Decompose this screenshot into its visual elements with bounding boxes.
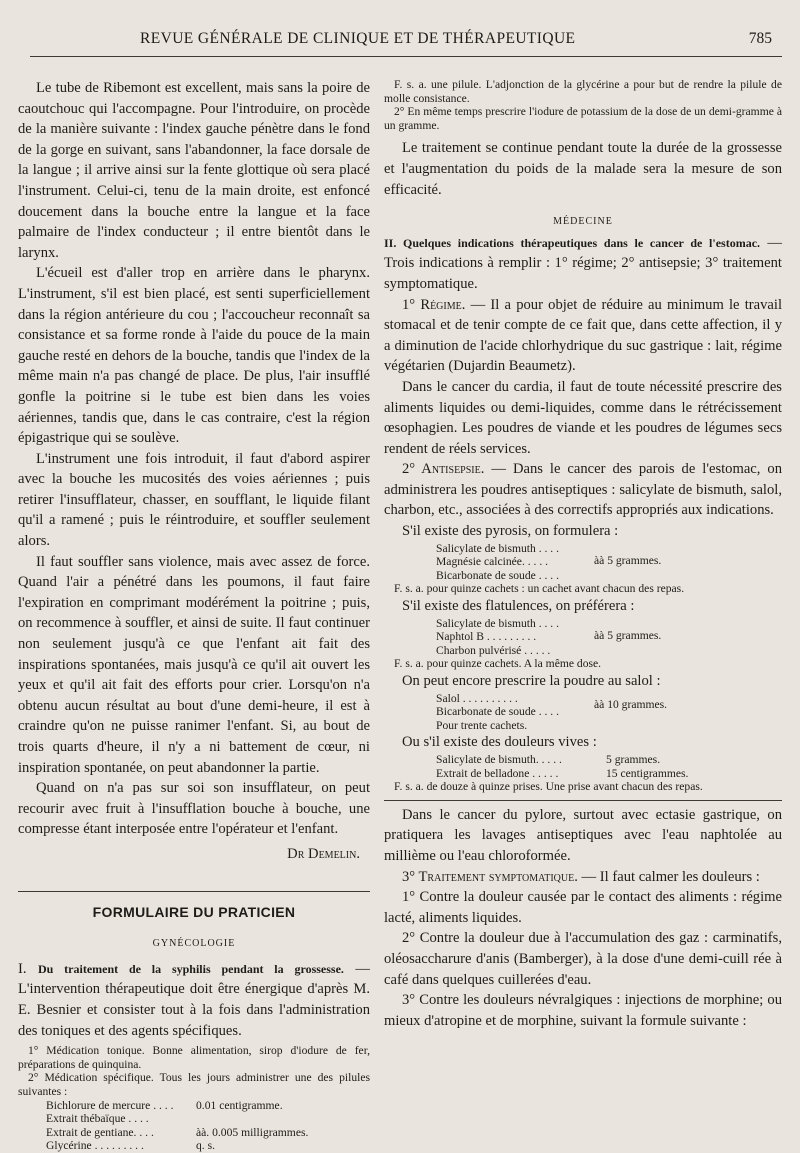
prescription-list (18, 1099, 370, 1153)
note: 1° Médication tonique. Bonne alimentation, sirop d'iodure de fer, préparations de quinquina. (18, 1044, 370, 1071)
note: F. s. a. pour quinze cachets : un cachet avant chacun des repas. (394, 582, 685, 596)
prescription: Salicylate de bismuth . . . . Naphtol B . . . . . . . . . Charbon pulvérisé . . . . . àà 5 grammes. (436, 616, 662, 657)
note: 2° En même temps prescrire l'iodure de potassium de la dose de un demi-gramme à un gramme. (384, 105, 782, 132)
left-column (18, 78, 370, 1153)
prescription: Salicylate de bismuth . . . . Magnésie calcinée. . . . . Bicarbonate de soude . . . . àà 5 grammes. (436, 541, 662, 582)
paragraph: Dans le cancer du pylore, surtout avec ectasie gastrique, on pratiquera les lavages antiseptiques avec l'eau naphtolée au millième ou l'eau chloroformée. (384, 806, 782, 864)
note: F. s. a. une pilule. L'adjonction de la glycérine a pour but de rendre la pilule de molle consistance. (384, 78, 782, 105)
paragraph: Ou s'il existe des douleurs vives : (402, 734, 597, 751)
page-number: 785 (748, 30, 772, 47)
paragraph: Il faut souffler sans violence, mais avec assez de force. Quand l'air a pénétré dans les poumons, il faut faire l'expiration en comprimant modérément la poitrine ; puis, on recommence à souffler, et ainsi de suite. Il faut continuer non seulement jusqu'à ce que l'enfant ait fait des inspirations spontanées, mais jusqu'à ce qu'il ait ouvert les yeux et qu'il ait fait des efforts pour crier. Lorsqu'on n'a obtenu aucun résultat au bout d'une demi-heure, il est à craindre qu'on ne puisse ranimer l'enfant. Si, au bout de trois quarts d'heure, il n'y a ni battement de cœur, ni inspiration spontanée, on peut abandonner la partie. (18, 553, 370, 776)
paragraph: S'il existe des pyrosis, on formulera : (402, 523, 619, 540)
paragraph: Le traitement se continue pendant toute la durée de la grossesse et l'augmentation du poids de la malade sera la mesure de son efficacité. (384, 140, 782, 198)
list-item: Glycérine . . . . . . . . . q. s. (46, 1139, 216, 1153)
paragraph: 2° Antisepsie. — Dans le cancer des parois de l'estomac, on administrera les poudres antiseptiques : salicylate de bismuth, salol, charbon, etc., associées à des correctifs appropriés aux indications. (384, 461, 782, 519)
prescription-list (384, 753, 782, 780)
paragraph: Quand on n'a pas sur soi son insufflateur, on peut recourir avec fruit à l'insufflation bouche à bouche, une compresse étant interposée entre l'opérateur et l'enfant. (18, 780, 370, 838)
paragraph: 1° Régime. — Il a pour objet de réduire au minimum le travail stomacal et de tenir compte de ce fait que, dans cette affection, il y a diminution de l'acide chlorhydrique du suc gastrique : lait, régime végétarien (Dujardin Beaumetz). (384, 296, 783, 375)
subsection-label: MÉDECINE (553, 216, 613, 228)
paragraph: L'écueil est d'aller trop en arrière dans le pharynx. L'instrument, s'il est bien placé, est senti superficiellement dans la région antérieure du cou ; l'accoucheur reconnaît sa consistance et sa forme ronde à l'aide du pouce de la main gauche resté en dehors de la bouche, tandis que l'index de la même main n'a pas changé de place. De plus, l'air insufflé gonfle la poitrine si le tube est bien dans les voies aériennes, tandis que, dans le cas contraire, c'est la région épigastrique qui se soulève. (18, 265, 370, 447)
section-heading: I. Du traitement de la syphilis pendant la grossesse. — L'intervention thérapeutique doit être énergique d'après M. E. Besnier et consister tout à la fois dans l'administration des toniques et des agents spécifiques. (18, 960, 370, 1039)
list-item: Extrait de gentiane. . . . àà. 0.005 milligrammes. (46, 1125, 309, 1139)
section-title: FORMULAIRE DU PRATICIEN (18, 891, 370, 923)
signature: Dr Demelin. (287, 845, 360, 862)
paragraph: Dans le cancer du cardia, il faut de toute nécessité prescrire des aliments liquides ou demi-liquides, comme dans le rétrécissement œsophagien. Les poudres de viande et les poudres de légumes secs rendent de réels services. (384, 378, 782, 457)
subsection-label: GYNÉCOLOGIE (152, 938, 236, 950)
paragraph: 2° Contre la douleur due à l'accumulation des gaz : carminatifs, oléosaccharure d'anis (Bamberger), à la dose d'une demi-cuill rée à café dans quelques cuillerées d'eau. (384, 930, 782, 988)
paragraph: 3° Traitement symptomatique. — Il faut calmer les douleurs : (402, 868, 760, 885)
section-heading: II. Quelques indications thérapeutiques dans le cancer de l'estomac. — Trois indications à remplir : 1° régime; 2° antisepsie; 3° traitement symptomatique. (384, 234, 782, 292)
paragraph: Le tube de Ribemont est excellent, mais sans la poire de caoutchouc qui l'accompagne. Pour l'introduire, on procède de la manière suivante : l'index gauche pénètre dans le fond de la gorge en suivant, sans l'abandonner, la face dorsale de la langue ; il arrive ainsi sur la fente glottique où sera placé l'instrument. Celui-ci, tenu de la main droite, est enfoncé doucement dans la bouche entre la langue et la face palmaire de l'index conducteur ; il entre bientôt dans le larynx. (18, 80, 370, 261)
paragraph: 3° Contre les douleurs névralgiques : injections de morphine; ou mieux d'atropine et de morphine, suivant la formule suivante : (384, 992, 782, 1029)
note: F. s. a. pour quinze cachets. A la même dose. (394, 657, 602, 671)
note: 2° Médication spécifique. Tous les jours administrer une des pilules suivantes : (18, 1071, 370, 1098)
paragraph: 1° Contre la douleur causée par le contact des aliments : régime lacté, aliments liquides. (384, 889, 782, 926)
running-header (30, 26, 780, 52)
list-item: Extrait de belladone . . . . . 15 centigrammes. (436, 766, 689, 780)
header-rule (30, 56, 782, 57)
paragraph: L'instrument une fois introduit, il faut d'abord aspirer avec la bouche les mucosités des voies aériennes ; puis retirer l'insufflateur, chasser, en soufflant, le liquide filant qu'il a ramené ; puis le réintroduire, et souffler seulement alors. (18, 450, 370, 550)
paragraph: On peut encore prescrire la poudre au salol : (402, 673, 661, 689)
prescription: Salol . . . . . . . . . . Bicarbonate de soude . . . . Pour trente cachets. àà 10 grammes. (436, 691, 668, 732)
journal-title: REVUE GÉNÉRALE DE CLINIQUE ET DE THÉRAPEUTIQUE (140, 30, 576, 47)
list-item: Bichlorure de mercure . . . . 0.01 centigramme. (46, 1098, 283, 1112)
list-item: Extrait thébaïque . . . . (46, 1112, 149, 1126)
right-column (384, 78, 782, 1031)
paragraph: S'il existe des flatulences, on préférera : (402, 598, 635, 615)
note: F. s. a. de douze à quinze prises. Une prise avant chacun des repas. (394, 780, 703, 794)
list-item: Salicylate de bismuth. . . . . 5 grammes. (436, 752, 661, 766)
